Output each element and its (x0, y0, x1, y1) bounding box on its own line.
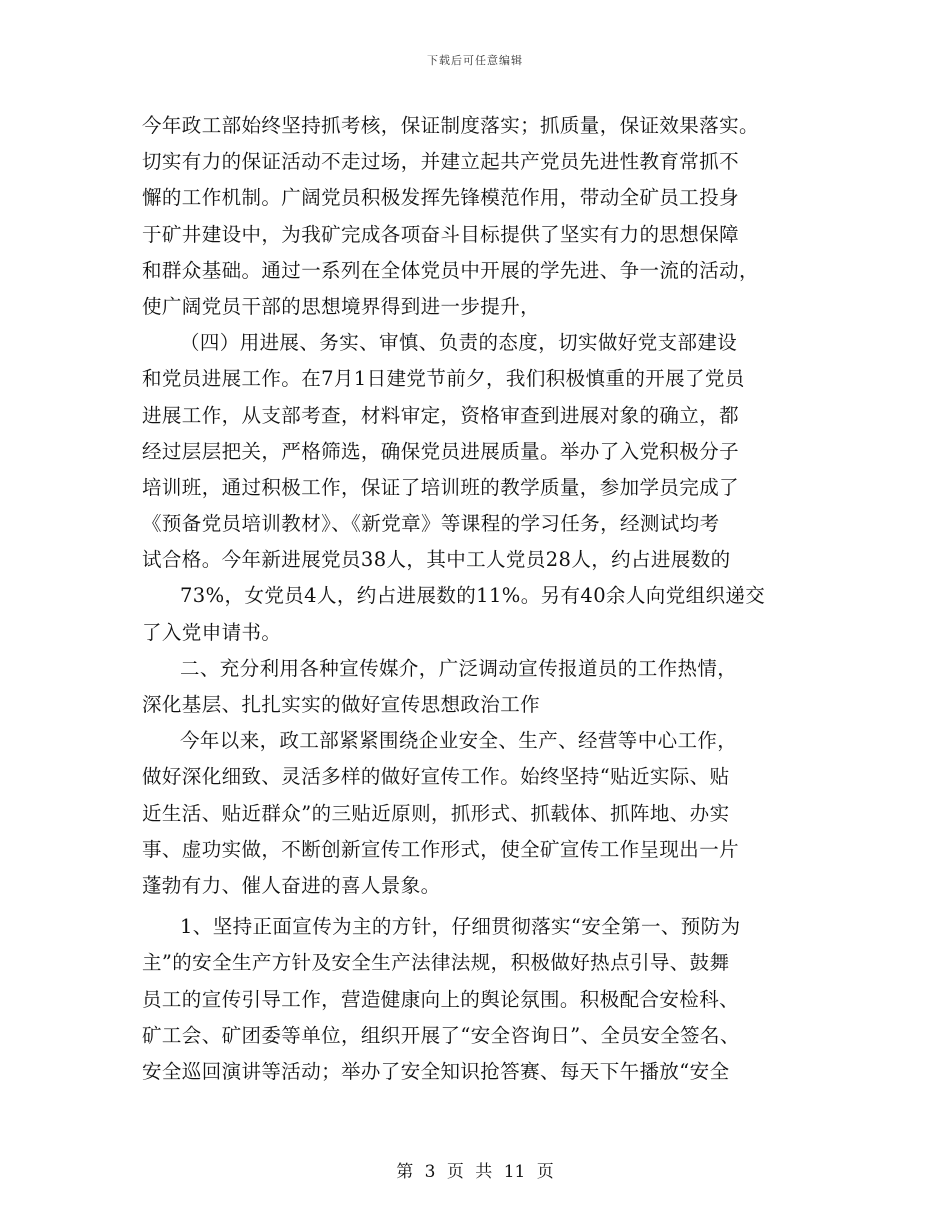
text-line: 于矿井建设中，为我矿完成各项奋斗目标提供了坚实有力的思想保障 (142, 222, 740, 246)
text-line: 主”的安全生产方针及安全生产法律法规，积极做好热点引导、鼓舞 (142, 951, 730, 975)
document-body (142, 108, 810, 1090)
text-line: 近生活、贴近群众”的三贴近原则，抓形式、抓载体、抓阵地、办实 (142, 801, 730, 825)
text-line: 和群众基础。通过一系列在全体党员中开展的学先进、争一流的活动， (142, 258, 759, 282)
text-line: 矿工会、矿团委等单位，组织开展了“安全咨询日”、全员安全签名、 (142, 1023, 740, 1047)
text-line: 今年政工部始终坚持抓考核，保证制度落实；抓质量，保证效果落实。 (142, 114, 759, 137)
text-line: 员工的宣传引导工作，营造健康向上的舆论氛围。积极配合安检科、 (142, 987, 740, 1011)
text-line: 蓬勃有力、催人奋进的喜人景象。 (142, 873, 441, 897)
section-heading-4: （四）用进展、务实、审慎、负责的态度，切实做好党支部建设 (180, 331, 738, 355)
page-number: 第 3 页 共 11 页 (396, 1162, 554, 1182)
text-line: 今年以来，政工部紧紧围绕企业安全、生产、经营等中心工作， (180, 729, 738, 753)
text-line: 《预备党员培训教材》、《新党章》等课程的学习任务，经测试均考 (142, 512, 720, 536)
text-line: 做好深化细致、灵活多样的做好宣传工作。始终坚持“贴近实际、贴 (142, 765, 730, 789)
section-heading-2-continued: 深化基层、扎扎实实的做好宣传思想政治工作 (142, 693, 541, 716)
text-line: 和党员进展工作。在7月1日建党节前夕，我们积极慎重的开展了党员 (142, 367, 745, 391)
text-line: 73%，女党员4人，约占进展数的11%。另有40余人向党组织递交 (180, 584, 766, 608)
header-note: 下载后可任意编辑 (427, 54, 523, 67)
text-line: 懈的工作机制。广阔党员积极发挥先锋模范作用，带动全矿员工投身 (142, 186, 740, 210)
text-line: 使广阔党员干部的思想境界得到进一步提升， (142, 294, 541, 318)
section-heading-2: 二、充分利用各种宣传媒介，广泛调动宣传报道员的工作热情， (180, 656, 738, 680)
text-line: 进展工作，从支部考查，材料审定，资格审查到进展对象的确立，都 (142, 403, 740, 427)
text-line: 试合格。今年新进展党员38人，其中工人党员28人，约占进展数的 (142, 548, 731, 572)
text-line: 事、虚功实做，不断创新宣传工作形式，使全矿宣传工作呈现出一片 (142, 837, 740, 861)
subsection-heading-1: 1、坚持正面宣传为主的方针，仔细贯彻落实“安全第一、预防为 (180, 915, 741, 939)
text-line: 培训班，通过积极工作，保证了培训班的教学质量，参加学员完成了 (142, 475, 740, 499)
text-line: 切实有力的保证活动不走过场，并建立起共产党员先进性教育常抓不 (142, 150, 740, 174)
text-line: 经过层层把关，严格筛选，确保党员进展质量。举办了入党积极分子 (142, 439, 740, 463)
text-line: 了入党申请书。 (142, 620, 282, 644)
text-line: 安全巡回演讲等活动；举办了安全知识抢答赛、每天下午播放“安全 (142, 1059, 730, 1083)
